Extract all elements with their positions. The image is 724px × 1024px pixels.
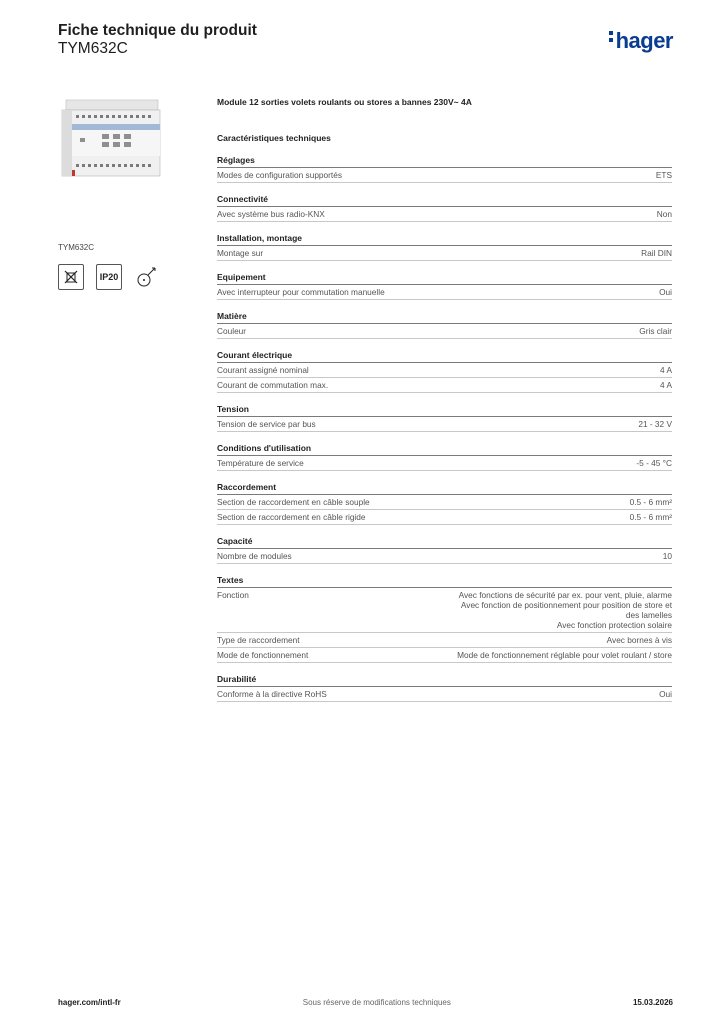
spec-value-line: 0.5 - 6 mm² <box>629 497 672 507</box>
spec-row <box>217 246 672 261</box>
spec-value-line: 0.5 - 6 mm² <box>629 512 672 522</box>
product-description: Module 12 sorties volets roulants ou stores a bannes 230V~ 4A <box>217 97 472 107</box>
spec-value <box>607 635 672 645</box>
spec-value-line: 21 - 32 V <box>638 419 672 429</box>
spec-value <box>659 689 672 699</box>
spec-group <box>217 536 672 564</box>
spec-row <box>217 363 672 378</box>
spec-label: Conforme à la directive RoHS <box>217 689 327 699</box>
spec-content <box>217 97 672 713</box>
spec-row <box>217 207 672 222</box>
spec-value-line: des lamelles <box>625 610 672 620</box>
spec-value-line: Avec fonction de positionnement pour position de store et <box>460 600 672 610</box>
spec-label: Courant de commutation max. <box>217 380 329 390</box>
spec-label: Avec interrupteur pour commutation manuelle <box>217 287 385 297</box>
spec-value-line: ETS <box>655 170 672 180</box>
spec-value-line: Mode de fonctionnement réglable pour volet roulant / store <box>457 650 672 660</box>
spec-label: Mode de fonctionnement <box>217 650 309 660</box>
spec-group <box>217 404 672 432</box>
section-title: Caractéristiques techniques <box>217 133 331 143</box>
spec-value <box>630 497 672 507</box>
spec-value <box>660 380 672 390</box>
spec-value-line: Avec fonction protection solaire <box>556 620 672 630</box>
spec-group-title: Connectivité <box>217 194 672 207</box>
spec-group <box>217 482 672 525</box>
spec-label: Modes de configuration supportés <box>217 170 342 180</box>
spec-group <box>217 311 672 339</box>
footer-website: hager.com/intl-fr <box>58 998 121 1007</box>
page-title: Fiche technique du produit <box>58 22 257 39</box>
spec-value <box>656 170 672 180</box>
spec-value-line: 4 A <box>660 380 672 390</box>
spec-group <box>217 674 672 702</box>
spec-row <box>217 495 672 510</box>
spec-group <box>217 575 672 663</box>
spec-value <box>641 248 672 258</box>
spec-row <box>217 648 672 663</box>
ip20-badge: IP20 <box>96 264 122 290</box>
spec-groups <box>217 155 672 702</box>
spec-value-line: Oui <box>659 689 672 699</box>
spec-value-line: 4 A <box>660 365 672 375</box>
spec-label: Avec système bus radio-KNX <box>217 209 325 219</box>
knx-bus-icon <box>134 264 160 290</box>
spec-group-title: Matière <box>217 311 672 324</box>
spec-row <box>217 417 672 432</box>
page-header <box>58 22 257 58</box>
spec-group-title: Réglages <box>217 155 672 168</box>
spec-row <box>217 687 672 702</box>
spec-label: Courant assigné nominal <box>217 365 309 375</box>
spec-group <box>217 350 672 393</box>
spec-value <box>657 209 672 219</box>
spec-label: Montage sur <box>217 248 264 258</box>
spec-row <box>217 168 672 183</box>
spec-label: Section de raccordement en câble souple <box>217 497 370 507</box>
no-disposal-icon <box>58 264 84 290</box>
spec-value <box>659 287 672 297</box>
spec-value <box>636 458 672 468</box>
spec-row <box>217 549 672 564</box>
spec-group-title: Equipement <box>217 272 672 285</box>
spec-row <box>217 285 672 300</box>
footer-disclaimer: Sous réserve de modifications techniques <box>302 998 451 1007</box>
spec-value-line: Rail DIN <box>641 248 672 258</box>
spec-row <box>217 588 672 633</box>
spec-group-title: Capacité <box>217 536 672 549</box>
spec-label: Tension de service par bus <box>217 419 316 429</box>
certification-icons <box>58 264 160 290</box>
spec-row <box>217 378 672 393</box>
spec-group-title: Installation, montage <box>217 233 672 246</box>
spec-label: Section de raccordement en câble rigide <box>217 512 366 522</box>
spec-group <box>217 194 672 222</box>
spec-group-title: Textes <box>217 575 672 588</box>
spec-value <box>639 326 672 336</box>
spec-label: Fonction <box>217 590 249 600</box>
spec-group-title: Tension <box>217 404 672 417</box>
product-reference: TYM632C <box>58 40 128 57</box>
spec-value <box>663 551 672 561</box>
page-footer <box>58 998 673 1007</box>
spec-group-title: Conditions d'utilisation <box>217 443 672 456</box>
logo-text: hager <box>615 28 673 53</box>
spec-value-line: Gris clair <box>639 326 672 336</box>
spec-group-title: Durabilité <box>217 674 672 687</box>
spec-group <box>217 443 672 471</box>
spec-label: Couleur <box>217 326 247 336</box>
spec-row <box>217 510 672 525</box>
spec-value <box>630 512 672 522</box>
product-image <box>58 94 163 234</box>
image-caption: TYM632C <box>58 243 95 252</box>
spec-value-line: Avec bornes à vis <box>606 635 672 645</box>
spec-value-line: Avec fonctions de sécurité par ex. pour vent, pluie, alarme <box>458 590 672 600</box>
spec-group <box>217 233 672 261</box>
spec-value <box>638 419 672 429</box>
spec-label: Température de service <box>217 458 304 468</box>
spec-group-title: Raccordement <box>217 482 672 495</box>
spec-value <box>457 650 672 660</box>
spec-value <box>660 365 672 375</box>
spec-value-line: 10 <box>662 551 672 561</box>
spec-value-line: Oui <box>659 287 672 297</box>
spec-value <box>459 590 672 630</box>
spec-label: Type de raccordement <box>217 635 300 645</box>
spec-group-title: Courant électrique <box>217 350 672 363</box>
spec-value-line: Non <box>656 209 672 219</box>
spec-row <box>217 456 672 471</box>
spec-group <box>217 155 672 183</box>
hager-logo <box>609 28 673 54</box>
spec-group <box>217 272 672 300</box>
footer-date: 15.03.2026 <box>632 998 673 1007</box>
spec-row <box>217 324 672 339</box>
spec-value-line: -5 - 45 °C <box>636 458 672 468</box>
spec-label: Nombre de modules <box>217 551 292 561</box>
spec-row <box>217 633 672 648</box>
